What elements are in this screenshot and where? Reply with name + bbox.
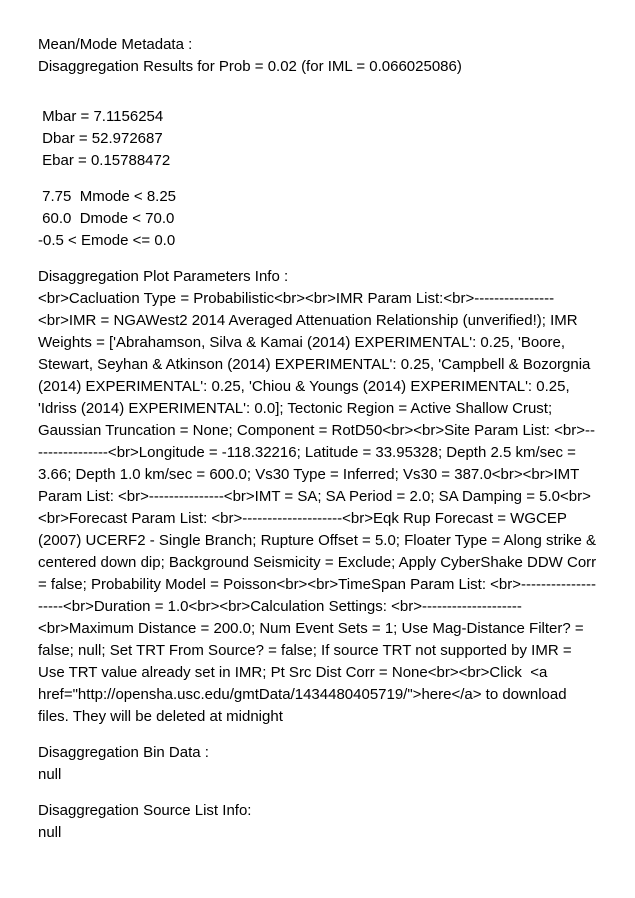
dbar-line: Dbar = 52.972687	[38, 130, 163, 147]
bin-data-value: null	[38, 766, 62, 783]
disaggregation-results-line: Disaggregation Results for Prob = 0.02 (for IML = 0.066025086)	[38, 58, 462, 75]
source-list-value: null	[38, 824, 62, 841]
mean-mode-heading: Mean/Mode Metadata :	[38, 36, 193, 53]
emode-line: -0.5 < Emode <= 0.0	[38, 232, 176, 249]
plot-parameters-body: <br>Cacluation Type = Probabilistic<br><br>IMR Param List:<br>----------------<br>IMR = NGAWest2 2014 Averaged Attenuation Relationship (unverified!); IMR Weights = ['Abrahamson, Silva & Kamai (2014) EXPERIMENTAL': 0.25, 'Boore, Stewart, Seyhan & Atkinson (2014) EXPERIMENTAL': 0.25, 'Campbell & Bozorgnia (2014) EXPERIMENTAL': 0.25, 'Chiou & Youngs (2014) EXPERIMENTAL': 0.25, 'Idriss (2014) EXPERIMENTAL': 0.0]; Tectonic Region = Active Shallow Crust; Gaussian Truncation = None; Component = RotD50<br><br>Site Param List: <br>----------------<br>Longitude = -118.32216; Latitude = 33.95328; Depth 2.5 km/sec = 3.66; Depth 1.0 km/sec = 600.0; Vs30 Type = Inferred; Vs30 = 387.0<br><br>IMT Param List: <br>---------------<br>IMT = SA; SA Period = 2.0; SA Damping = 5.0<br><br>Forecast Param List: <br>--------------------<br>Eqk Rup Forecast = WGCEP (2007) UCERF2 - Single Branch; Rupture Offset = 5.0; Floater Type = Along strike & centered down dip; Background Seismicity = Exclude; Apply CyberShake DDW Corr = false; Probability Model = Poisson<br><br>TimeSpan Param List: <br>--------------------<br>Duration = 1.0<br><br>Calculation Settings: <br>--------------------<br>Maximum Distance = 200.0; Num Event Sets = 1; Use Mag-Distance Filter? = false; null; Set TRT From Source? = false; If source TRT not supported by IMR = Use TRT value already set in IMR; Pt Src Dist Corr = None<br><br>Click <a href="http://opensha.usc.edu/gmtData/1434480405719/">here</a> to download files. They will be deleted at midnight	[38, 290, 601, 725]
ebar-line: Ebar = 0.15788472	[38, 152, 171, 169]
mmode-line: 7.75 Mmode < 8.25	[38, 188, 177, 205]
bin-data-section	[38, 742, 597, 786]
bin-data-heading: Disaggregation Bin Data :	[38, 744, 209, 761]
source-list-heading: Disaggregation Source List Info:	[38, 802, 252, 819]
mbar-line: Mbar = 7.1156254	[38, 108, 164, 125]
plot-parameters-heading: Disaggregation Plot Parameters Info :	[38, 268, 289, 285]
mode-values-block	[38, 186, 597, 252]
mean-mode-section	[38, 34, 597, 252]
source-list-section	[38, 800, 597, 844]
dmode-line: 60.0 Dmode < 70.0	[38, 210, 175, 227]
plot-parameters-section	[38, 266, 601, 728]
bar-values-block	[38, 106, 597, 172]
